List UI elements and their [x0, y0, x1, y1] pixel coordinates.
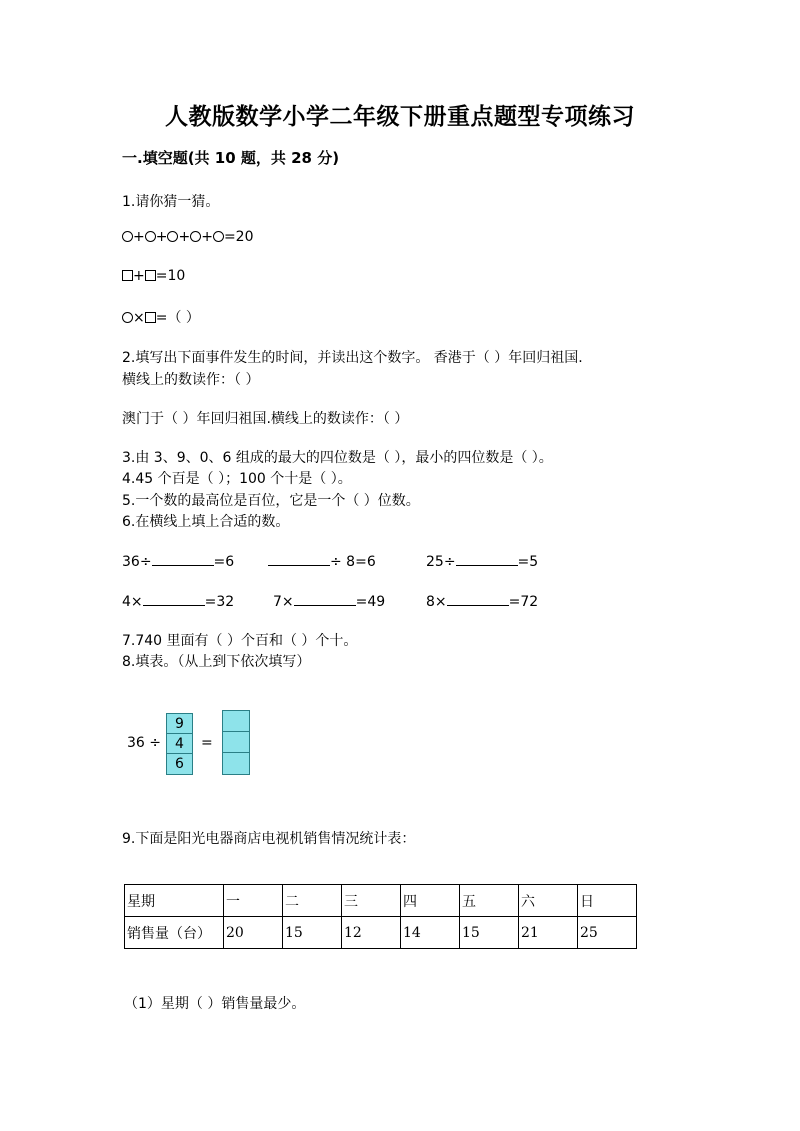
q1-eq2-result: =10 — [155, 268, 186, 284]
circle-icon — [213, 231, 224, 242]
answer-blank[interactable] — [456, 551, 518, 566]
table-cell: 20 — [224, 917, 283, 949]
answer-blank[interactable] — [447, 591, 509, 606]
q9-intro: 9.下面是阳光电器商店电视机销售情况统计表： — [122, 831, 416, 847]
q6-item-a2: ÷ 8=6 — [268, 551, 376, 570]
answer-blank[interactable] — [143, 591, 205, 606]
circle-icon — [167, 231, 178, 242]
table-cell: 三 — [342, 885, 401, 917]
table-row-label: 销售量（台） — [125, 917, 224, 949]
table-cell: 15 — [283, 917, 342, 949]
q1-eq3-result: =（ ） — [155, 310, 200, 326]
square-icon — [145, 312, 156, 323]
answer-blank[interactable] — [294, 591, 356, 606]
q6-item-b2: 7× =49 — [273, 591, 385, 610]
answer-cell[interactable] — [222, 710, 250, 733]
table-cell: 21 — [519, 917, 578, 949]
table-row — [125, 917, 637, 949]
q1-eq1-result: =20 — [223, 229, 254, 245]
divisor-cell: 4 — [166, 733, 193, 755]
circle-icon — [190, 231, 201, 242]
q1-equation-squares: + =10 — [122, 268, 185, 284]
q3-text: 3.由 3、9、0、6 组成的最大的四位数是（ ），最小的四位数是（ ）。 — [122, 450, 553, 466]
answer-cell[interactable] — [222, 752, 250, 775]
circle-icon — [122, 312, 133, 323]
q6-intro: 6.在横线上填上合适的数。 — [122, 514, 290, 530]
divisor-cell: 9 — [166, 713, 193, 735]
square-icon — [145, 270, 156, 281]
table-cell: 14 — [401, 917, 460, 949]
q7-text: 7.740 里面有（ ）个百和（ ）个十。 — [122, 633, 358, 649]
table-cell: 15 — [460, 917, 519, 949]
q6-item-a1: 36÷ =6 — [122, 551, 234, 570]
square-icon — [122, 270, 133, 281]
table-header-label: 星期 — [125, 885, 224, 917]
table-cell: 12 — [342, 917, 401, 949]
q5-text: 5.一个数的最高位是百位，它是一个（ ）位数。 — [122, 493, 420, 509]
page-title: 人教版数学小学二年级下册重点题型专项练习 — [165, 103, 635, 130]
table-cell: 一 — [224, 885, 283, 917]
table-cell: 六 — [519, 885, 578, 917]
q1-equation-product: × =（ ） — [122, 307, 200, 327]
equals-sign: = — [201, 735, 213, 751]
q6-item-b1: 4× =32 — [122, 591, 234, 610]
section-heading: 一.填空题(共 10 题，共 28 分) — [122, 149, 340, 167]
table-cell: 二 — [283, 885, 342, 917]
table-row — [125, 885, 637, 917]
q8-intro: 8.填表。（从上到下依次填写） — [122, 654, 311, 670]
division-dividend: 36 ÷ — [127, 735, 161, 751]
q9-sub1: （1）星期（ ）销售量最少。 — [124, 996, 306, 1012]
circle-icon — [122, 231, 133, 242]
q6-item-b3: 8× =72 — [426, 591, 538, 610]
table-cell: 日 — [578, 885, 637, 917]
q1-intro: 1.请你猜一猜。 — [122, 194, 220, 210]
q2-line2: 横线上的数读作：（ ） — [122, 372, 260, 388]
q1-equation-circles: + + + + =20 — [122, 229, 253, 245]
divisor-cell: 6 — [166, 753, 193, 775]
answer-blank[interactable] — [268, 551, 330, 566]
q2-line3: 澳门于（ ）年回归祖国.横线上的数读作：（ ） — [122, 411, 409, 427]
table-cell: 五 — [460, 885, 519, 917]
q4-text: 4.45 个百是（ ）；100 个十是（ ）。 — [122, 471, 352, 487]
q2-line1: 2.填写出下面事件发生的时间，并读出这个数字。 香港于（ ）年回归祖国. — [122, 350, 583, 366]
answer-cell[interactable] — [222, 731, 250, 754]
circle-icon — [145, 231, 156, 242]
q6-item-a3: 25÷ =5 — [426, 551, 538, 570]
table-cell: 四 — [401, 885, 460, 917]
sales-table — [124, 884, 637, 949]
answer-blank[interactable] — [152, 551, 214, 566]
table-cell: 25 — [578, 917, 637, 949]
